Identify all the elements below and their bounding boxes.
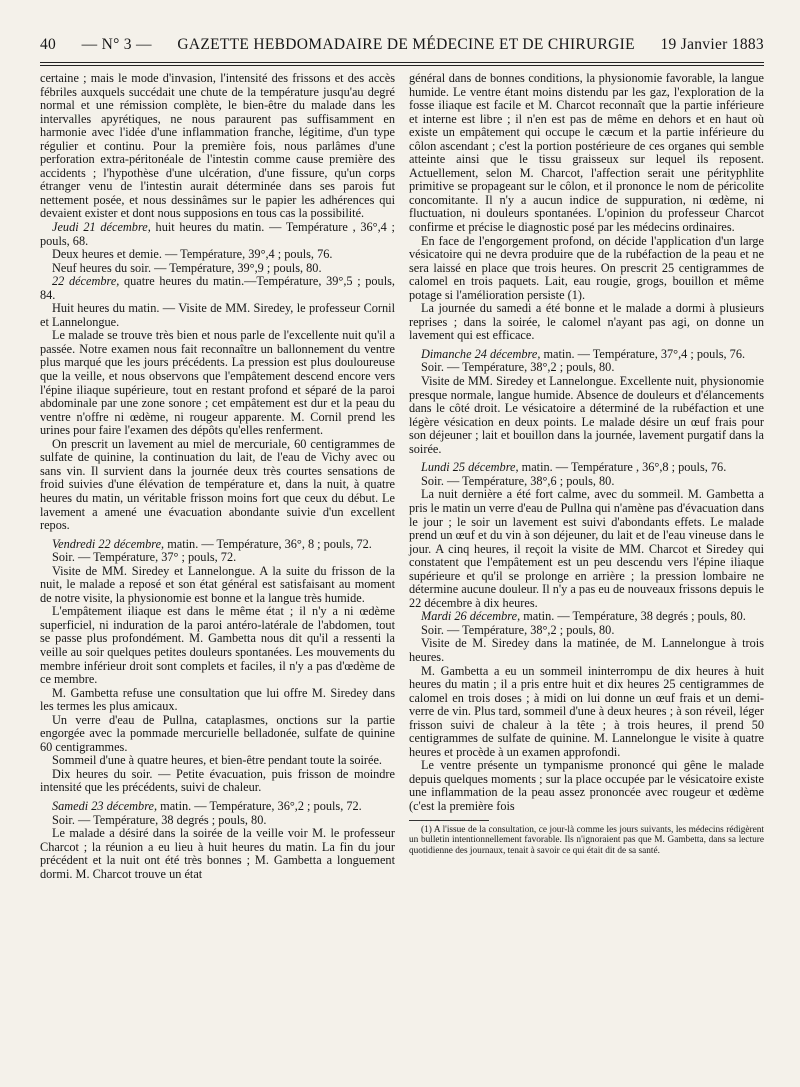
header-rule-second <box>40 65 764 66</box>
paragraph <box>40 754 395 768</box>
date-heading: Dimanche 24 décembre, <box>421 346 541 361</box>
paragraph-text: matin. — Température, 36°, 8 ; pouls, 72. <box>164 536 372 551</box>
issue-date: 19 Janvier 1883 <box>660 36 764 53</box>
paragraph-text: La journée du samedi a été bonne et le malade a dormi à plusieurs reprises ; dans la soirée, le calomel n'ayant pas agi, on donne un lavement qui est efficace. <box>409 301 764 343</box>
footnote-rule <box>409 820 489 821</box>
paragraph-text: Soir. — Température, 38°,2 ; pouls, 80. <box>421 622 615 637</box>
paragraph <box>40 262 395 276</box>
paragraph-text: général dans de bonnes conditions, la physionomie favorable, la langue humide. Le ventre étant moins distendu par les gaz, l'exploration de la fosse iliaque est facile et M. Charcot reconnaît que la partie inférieure et interne est libre ; il n'en est pas de même en dehors et en haut où existe un empâtement qui occupe le cæcum et la partie inférieure du côlon ascendant ; c'est la portion postérieure de ces organes qui semble atteinte ainsi que le tissu graisseux sur lequel ils reposent. Actuellement, selon M. Charcot, l'affection serait une pérityphlite primitive se propageant sur le côlon, et il prononce le nom de péricolite concomitante. Il n'y a aucun indice de suppuration, ni œdème, ni fluctuation, ni douleurs spontanées. L'opinion du professeur Charcot confirme et précise le diagnostic posé par les médecins ordinaires. <box>409 71 764 235</box>
paragraph-text: Dix heures du soir. — Petite évacuation, puis frisson de moindre intensité que les précédents, suivi de chaleur. <box>40 766 395 795</box>
paragraph-text: Le malade se trouve très bien et nous parle de l'excellente nuit qu'il a passée. Notre examen nous fait reconnaître un ballonnement du ventre plus marqué que les jours précédents. La pression est plus douloureuse que la veille, et nous observons que l'empâtement descend encore vers l'épine iliaque supérieure, tout en restant profond et séparé de la paroi abdominale par une zone sonore ; cet empâtement est dur et la peau du ventre n'offre ni œdème, ni rougeur apparente. M. Cornil prend les urines pour faire l'examen des dépôts qu'elles renferment. <box>40 328 395 438</box>
date-heading: Lundi 25 décembre, <box>421 460 519 475</box>
paragraph-text: Soir. — Température, 37° ; pouls, 72. <box>52 550 237 565</box>
footnote: (1) A l'issue de la consultation, ce jour-là comme les jours suivants, les médecins rédigèrent un bulletin intentionnellement favorable. Ils n'ignoraient pas que M. Gambetta, dans sa lecture quotidienne des journaux, tenait à savoir ce qui était dit de sa santé. <box>409 824 764 856</box>
paragraph-text: Neuf heures du soir. — Température, 39°,9 ; pouls, 80. <box>52 260 322 275</box>
paragraph <box>40 687 395 714</box>
paragraph <box>409 348 764 362</box>
journal-title: GAZETTE HEBDOMADAIRE DE MÉDECINE ET DE CHIRURGIE <box>177 36 635 53</box>
paragraph-text: matin. — Température, 37°,4 ; pouls, 76. <box>540 346 746 361</box>
paragraph-text: Visite de MM. Siredey et Lannelongue. A la suite du frisson de la nuit, le malade a reposé et son état général est satisfaisant au moment de notre visite, la physionomie est bonne et la langue très humide. <box>40 563 395 605</box>
paragraph-text: Sommeil d'une à quatre heures, et bien-être pendant toute la soirée. <box>52 753 383 768</box>
paragraph <box>409 475 764 489</box>
header-rule <box>40 62 764 63</box>
paragraph <box>409 302 764 343</box>
right-column <box>409 72 764 881</box>
paragraph <box>40 551 395 565</box>
paragraph <box>409 72 764 235</box>
paragraph-text: huit heures du matin. — Température , 36°,4 ; pouls, 68. <box>40 220 395 248</box>
date-heading: 22 décembre, <box>52 274 120 289</box>
paragraph-text: La nuit dernière a été fort calme, avec du sommeil. M. Gambetta a pris le matin un verre d'eau de Pullna qui n'amène pas d'évacuation dans le jour ; le soir un lavement est suivi d'abondants effets. Le malade prend un œuf et du vin à son déjeuner, du lait et de l'eau vineuse dans le jour. A cinq heures, il reçoit la visite de MM. Charcot et Siredey qui constatent que l'empâtement est un peu descendu vers l'épine iliaque supérieure et qu'il se prolonge en arrière ; la pression lombaire ne détermine aucune douleur. Il n'y a pas eu de nouveaux frissons depuis le 22 décembre à dix heures. <box>409 487 764 610</box>
paragraph-text: En face de l'engorgement profond, on décide l'application d'un large vésicatoire qui ne devra produire que de la rubéfaction de la peau et ne sera laissé en place que trois heures. On prescrit 25 centigrammes de calomel en trois paquets. Lait, eau rougie, grogs, bouillon et même potage si l'amélioration persiste (1). <box>409 233 764 302</box>
paragraph <box>40 714 395 755</box>
paragraph-text: matin. — Température , 36°,8 ; pouls, 76. <box>518 460 727 475</box>
paragraph-text: matin. — Température, 36°,2 ; pouls, 72. <box>157 798 362 813</box>
paragraph <box>40 221 395 248</box>
paragraph-text: quatre heures du matin.—Température, 39°,5 ; pouls, 84. <box>40 274 395 302</box>
paragraph <box>409 637 764 664</box>
date-heading: Jeudi 21 décembre, <box>52 220 151 235</box>
paragraph <box>409 235 764 303</box>
paragraph <box>409 665 764 760</box>
paragraph-text: M. Gambetta refuse une consultation que lui offre M. Siredey dans les termes les plus amicaux. <box>40 685 395 714</box>
paragraph-text: M. Gambetta a eu un sommeil ininterrompu de dix heures à huit heures du matin ; il a pris entre huit et dix heures 25 centigrammes de calomel en trois doses ; à midi on lui donne un œuf frais et un demi-verre de vin. Plus tard, sommeil d'une à deux heures ; à son réveil, léger frisson suivi de chaleur à la tête ; à trois heures, il prend 50 centigrammes de sulfate de quinine. M. Lannelongue le visite à quatre heures et procède à un examen approfondi. <box>409 663 764 759</box>
paragraph <box>40 538 395 552</box>
paragraph <box>409 361 764 375</box>
paragraph <box>409 624 764 638</box>
paragraph <box>40 605 395 686</box>
date-heading: Mardi 26 décembre, <box>421 609 521 624</box>
page-header <box>40 36 764 60</box>
paragraph <box>409 610 764 624</box>
paragraph <box>40 800 395 814</box>
paragraph-text: Un verre d'eau de Pullna, cataplasmes, onctions sur la partie engorgée avec la pommade mercurielle belladonée, sulfate de quinine 60 centigrammes. <box>40 712 395 754</box>
right-column-body <box>409 72 764 814</box>
paragraph-text: L'empâtement iliaque est dans le même état ; il n'y a ni œdème superficiel, ni induration de la paroi antéro-latérale de l'abdomen, tout se passe plus profondément. M. Gambetta nous dit qu'il a ressenti la veille au soir quelques petites douleurs spontanées. Les mouvements du membre inférieur droit sont complets et faciles, il n'y a pas d'œdème de ce membre. <box>40 604 395 687</box>
paragraph <box>40 275 395 302</box>
paragraph-text: Soir. — Température, 38°,2 ; pouls, 80. <box>421 360 615 375</box>
paragraph <box>40 827 395 881</box>
paragraph <box>40 768 395 795</box>
date-heading: Vendredi 22 décembre, <box>52 536 165 551</box>
paragraph-text: On prescrit un lavement au miel de mercuriale, 60 centigrammes de sulfate de quinine, la continuation du lait, de l'eau de Vichy avec ou sans vin. Il survient dans la journée deux très courtes sensations de froid suivies d'une élévation de température et, dans la nuit, à quatre heures du matin, un véritable frisson moins fort que ceux du début. Le lavement a amené une évacuation abondante suivie d'un excellent repos. <box>40 436 395 533</box>
paragraph <box>40 565 395 606</box>
paragraph-text: Deux heures et demie. — Température, 39°,4 ; pouls, 76. <box>52 247 333 262</box>
text-columns <box>40 72 764 881</box>
paragraph <box>40 302 395 329</box>
paragraph <box>409 759 764 813</box>
paragraph <box>409 461 764 475</box>
paragraph <box>40 248 395 262</box>
left-column <box>40 72 395 881</box>
paragraph-text: certaine ; mais le mode d'invasion, l'intensité des frissons et des accès fébriles auxquels succédait une chute de la température jusqu'au degré normal et une rémission complète, le bien-être du malade dans les intervalles apyrétiques, ne nous paraurent pas suffisamment en harmonie avec l'idée d'une inflammation franche, légitime, d'un type régulier et continu. Pour la première fois, nous parlâmes d'une perforation extra-péritonéale de l'intestin comme cause première des accidents ; l'hypothèse d'une ulcération, d'une fissure, qu'un corps étranger venu de l'intestin aurait déterminée dans ses parois fut nettement posée, et nous dessinâmes sur le papier les adhérences qui devaient exister et dont nous supposions en tous cas la possibilité. <box>40 71 395 221</box>
issue-number: — N° 3 — <box>81 36 152 53</box>
paragraph <box>40 329 395 437</box>
paragraph-text: Visite de MM. Siredey et Lannelongue. Excellente nuit, physionomie presque normale, langue humide. Absence de douleurs et d'élancements dans le côté droit. Le vésicatoire a déterminé de la rubéfaction et une légère vésication en deux points. Le malade désire un œuf frais pour son déjeuner ; lait et bouillon dans la journée, lavement purgatif dans la soirée. <box>409 374 764 456</box>
paragraph-text: Le ventre présente un tympanisme prononcé qui gêne le malade depuis quelques moments ; sur la place occupée par le vésicatoire existe une inflammation de la peau assez prononcée avec rougeur et œdème (c'est la première fois <box>409 758 764 813</box>
paragraph-text: Visite de M. Siredey dans la matinée, de M. Lannelongue à trois heures. <box>409 636 764 664</box>
paragraph-text: Le malade a désiré dans la soirée de la veille voir M. le professeur Charcot ; la réunion a eu lieu à huit heures du matin. La fin du jour précédent et la nuit ont été très bonnes ; M. Gambetta a longuement dormi. M. Charcot trouve un état <box>40 826 395 881</box>
paragraph <box>40 814 395 828</box>
paragraph <box>40 72 395 221</box>
paragraph-text: Huit heures du matin. — Visite de MM. Siredey, le professeur Cornil et Lannelongue. <box>40 301 395 329</box>
paragraph <box>40 438 395 533</box>
paragraph-text: Soir. — Température, 38 degrés ; pouls, 80. <box>52 812 267 827</box>
date-heading: Samedi 23 décembre, <box>52 798 158 813</box>
paragraph-text: Soir. — Température, 38°,6 ; pouls, 80. <box>421 473 615 488</box>
paragraph <box>409 375 764 456</box>
paragraph-text: matin. — Température, 38 degrés ; pouls, 80. <box>520 609 746 624</box>
paragraph <box>409 488 764 610</box>
page-number: 40 <box>40 36 57 53</box>
